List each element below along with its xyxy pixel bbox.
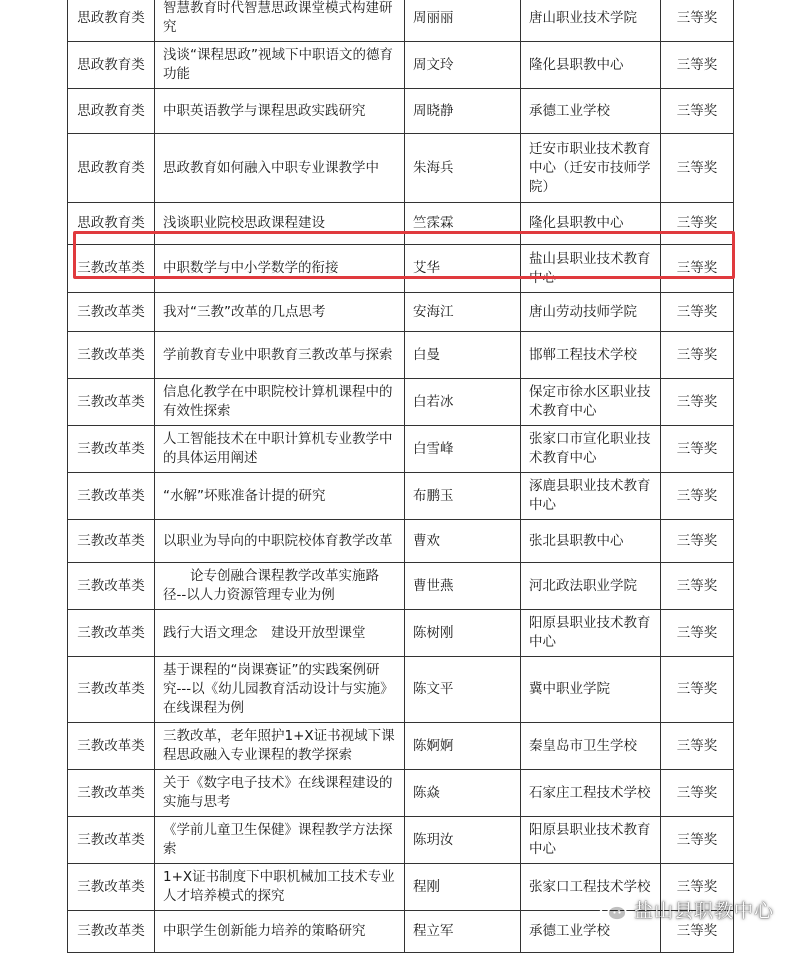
author-cell: 周晓静	[405, 89, 521, 134]
title-cell: 浅谈职业院校思政课程建设	[155, 203, 405, 245]
title-cell: “水解”坏账准备计提的研究	[155, 473, 405, 520]
unit-cell: 迁安市职业技术教育中心（迁安市技师学院）	[521, 134, 661, 203]
title-cell: 人工智能技术在中职计算机专业教学中的具体运用阐述	[155, 426, 405, 473]
unit-cell: 秦皇岛市卫生学校	[521, 723, 661, 770]
award-cell: 三等奖	[661, 0, 734, 42]
title-cell: 中职英语教学与课程思政实践研究	[155, 89, 405, 134]
category-cell: 三教改革类	[68, 610, 155, 657]
award-cell: 三等奖	[661, 520, 734, 563]
table-row	[68, 817, 734, 864]
unit-cell: 阳原县职业技术教育中心	[521, 817, 661, 864]
title-cell: 中职数学与中小学数学的衔接	[155, 245, 405, 293]
author-cell: 竺霂霖	[405, 203, 521, 245]
table-row	[68, 293, 734, 332]
unit-cell: 隆化县职教中心	[521, 42, 661, 89]
category-cell: 三教改革类	[68, 332, 155, 379]
award-cell: 三等奖	[661, 134, 734, 203]
table-row	[68, 245, 734, 293]
author-cell: 陈玥汝	[405, 817, 521, 864]
title-cell: 我对“三教”改革的几点思考	[155, 293, 405, 332]
title-cell: 关于《数字电子技术》在线课程建设的实施与思考	[155, 770, 405, 817]
category-cell: 三教改革类	[68, 864, 155, 911]
award-cell: 三等奖	[661, 610, 734, 657]
category-cell: 三教改革类	[68, 426, 155, 473]
category-cell: 三教改革类	[68, 723, 155, 770]
category-cell: 三教改革类	[68, 911, 155, 953]
author-cell: 白曼	[405, 332, 521, 379]
author-cell: 曹世燕	[405, 563, 521, 610]
table-row	[68, 134, 734, 203]
author-cell: 布鹏玉	[405, 473, 521, 520]
award-cell: 三等奖	[661, 473, 734, 520]
category-cell: 三教改革类	[68, 473, 155, 520]
unit-cell: 承德工业学校	[521, 89, 661, 134]
author-cell: 周丽丽	[405, 0, 521, 42]
wechat-icon	[598, 897, 628, 923]
author-cell: 白雪峰	[405, 426, 521, 473]
category-cell: 三教改革类	[68, 520, 155, 563]
table-row	[68, 657, 734, 723]
author-cell: 陈树刚	[405, 610, 521, 657]
category-cell: 三教改革类	[68, 770, 155, 817]
category-cell: 思政教育类	[68, 0, 155, 42]
title-cell: 浅谈“课程思政”视域下中职语文的德育功能	[155, 42, 405, 89]
author-cell: 陈文平	[405, 657, 521, 723]
table-row	[68, 89, 734, 134]
award-cell: 三等奖	[661, 89, 734, 134]
table-row	[68, 770, 734, 817]
table-row	[68, 203, 734, 245]
title-cell: 智慧教育时代智慧思政课堂模式构建研究	[155, 0, 405, 42]
author-cell: 白若冰	[405, 379, 521, 426]
title-cell: 学前教育专业中职教育三教改革与探索	[155, 332, 405, 379]
awards-table-container	[67, 0, 733, 953]
watermark	[598, 896, 774, 923]
title-cell: 践行大语文理念 建设开放型课堂	[155, 610, 405, 657]
award-cell: 三等奖	[661, 657, 734, 723]
category-cell: 三教改革类	[68, 657, 155, 723]
award-cell: 三等奖	[661, 293, 734, 332]
title-cell: 三教改革，老年照护1+X证书视域下课程思政融入专业课程的教学探索	[155, 723, 405, 770]
watermark-text: 盐山县职教中心	[633, 900, 774, 922]
title-cell: 1+X证书制度下中职机械加工技术专业人才培养模式的探究	[155, 864, 405, 911]
table-row	[68, 473, 734, 520]
category-cell: 思政教育类	[68, 89, 155, 134]
category-cell: 三教改革类	[68, 293, 155, 332]
category-cell: 三教改革类	[68, 379, 155, 426]
unit-cell: 承德工业学校	[521, 911, 661, 953]
title-cell: 基于课程的“岗课赛证”的实践案例研究---以《幼儿园教育活动设计与实施》在线课程为例	[155, 657, 405, 723]
unit-cell: 唐山职业技术学院	[521, 0, 661, 42]
category-cell: 思政教育类	[68, 134, 155, 203]
author-cell: 周文玲	[405, 42, 521, 89]
unit-cell: 阳原县职业技术教育中心	[521, 610, 661, 657]
table-row	[68, 379, 734, 426]
table-row	[68, 563, 734, 610]
title-cell: 《学前儿童卫生保健》课程教学方法探索	[155, 817, 405, 864]
award-cell: 三等奖	[661, 911, 734, 953]
unit-cell: 盐山县职业技术教育中心	[521, 245, 661, 293]
awards-table-body	[68, 0, 734, 953]
award-cell: 三等奖	[661, 723, 734, 770]
table-row	[68, 42, 734, 89]
author-cell: 曹欢	[405, 520, 521, 563]
unit-cell: 保定市徐水区职业技术教育中心	[521, 379, 661, 426]
award-cell: 三等奖	[661, 203, 734, 245]
award-cell: 三等奖	[661, 379, 734, 426]
unit-cell: 张北县职教中心	[521, 520, 661, 563]
table-row	[68, 610, 734, 657]
award-cell: 三等奖	[661, 42, 734, 89]
award-cell: 三等奖	[661, 770, 734, 817]
author-cell: 程立军	[405, 911, 521, 953]
award-cell: 三等奖	[661, 332, 734, 379]
table-row	[68, 426, 734, 473]
title-cell: 信息化教学在中职院校计算机课程中的有效性探索	[155, 379, 405, 426]
unit-cell: 隆化县职教中心	[521, 203, 661, 245]
title-cell: 以职业为导向的中职院校体育教学改革	[155, 520, 405, 563]
unit-cell: 河北政法职业学院	[521, 563, 661, 610]
unit-cell: 涿鹿县职业技术教育中心	[521, 473, 661, 520]
unit-cell: 冀中职业学院	[521, 657, 661, 723]
author-cell: 艾华	[405, 245, 521, 293]
table-row	[68, 520, 734, 563]
award-cell: 三等奖	[661, 817, 734, 864]
unit-cell: 唐山劳动技师学院	[521, 293, 661, 332]
category-cell: 思政教育类	[68, 203, 155, 245]
category-cell: 思政教育类	[68, 42, 155, 89]
award-cell: 三等奖	[661, 864, 734, 911]
author-cell: 朱海兵	[405, 134, 521, 203]
category-cell: 三教改革类	[68, 817, 155, 864]
unit-cell: 张家口工程技术学校	[521, 864, 661, 911]
author-cell: 陈焱	[405, 770, 521, 817]
awards-table	[67, 0, 734, 953]
title-cell: 思政教育如何融入中职专业课教学中	[155, 134, 405, 203]
title-cell: 中职学生创新能力培养的策略研究	[155, 911, 405, 953]
award-cell: 三等奖	[661, 426, 734, 473]
author-cell: 安海江	[405, 293, 521, 332]
table-row	[68, 723, 734, 770]
award-cell: 三等奖	[661, 245, 734, 293]
author-cell: 程刚	[405, 864, 521, 911]
category-cell: 三教改革类	[68, 245, 155, 293]
author-cell: 陈婀婀	[405, 723, 521, 770]
unit-cell: 石家庄工程技术学校	[521, 770, 661, 817]
title-cell: 论专创融合课程教学改革实施路径--以人力资源管理专业为例	[155, 563, 405, 610]
table-row	[68, 332, 734, 379]
category-cell: 三教改革类	[68, 563, 155, 610]
award-cell: 三等奖	[661, 563, 734, 610]
table-row	[68, 0, 734, 42]
unit-cell: 邯郸工程技术学校	[521, 332, 661, 379]
unit-cell: 张家口市宣化职业技术教育中心	[521, 426, 661, 473]
